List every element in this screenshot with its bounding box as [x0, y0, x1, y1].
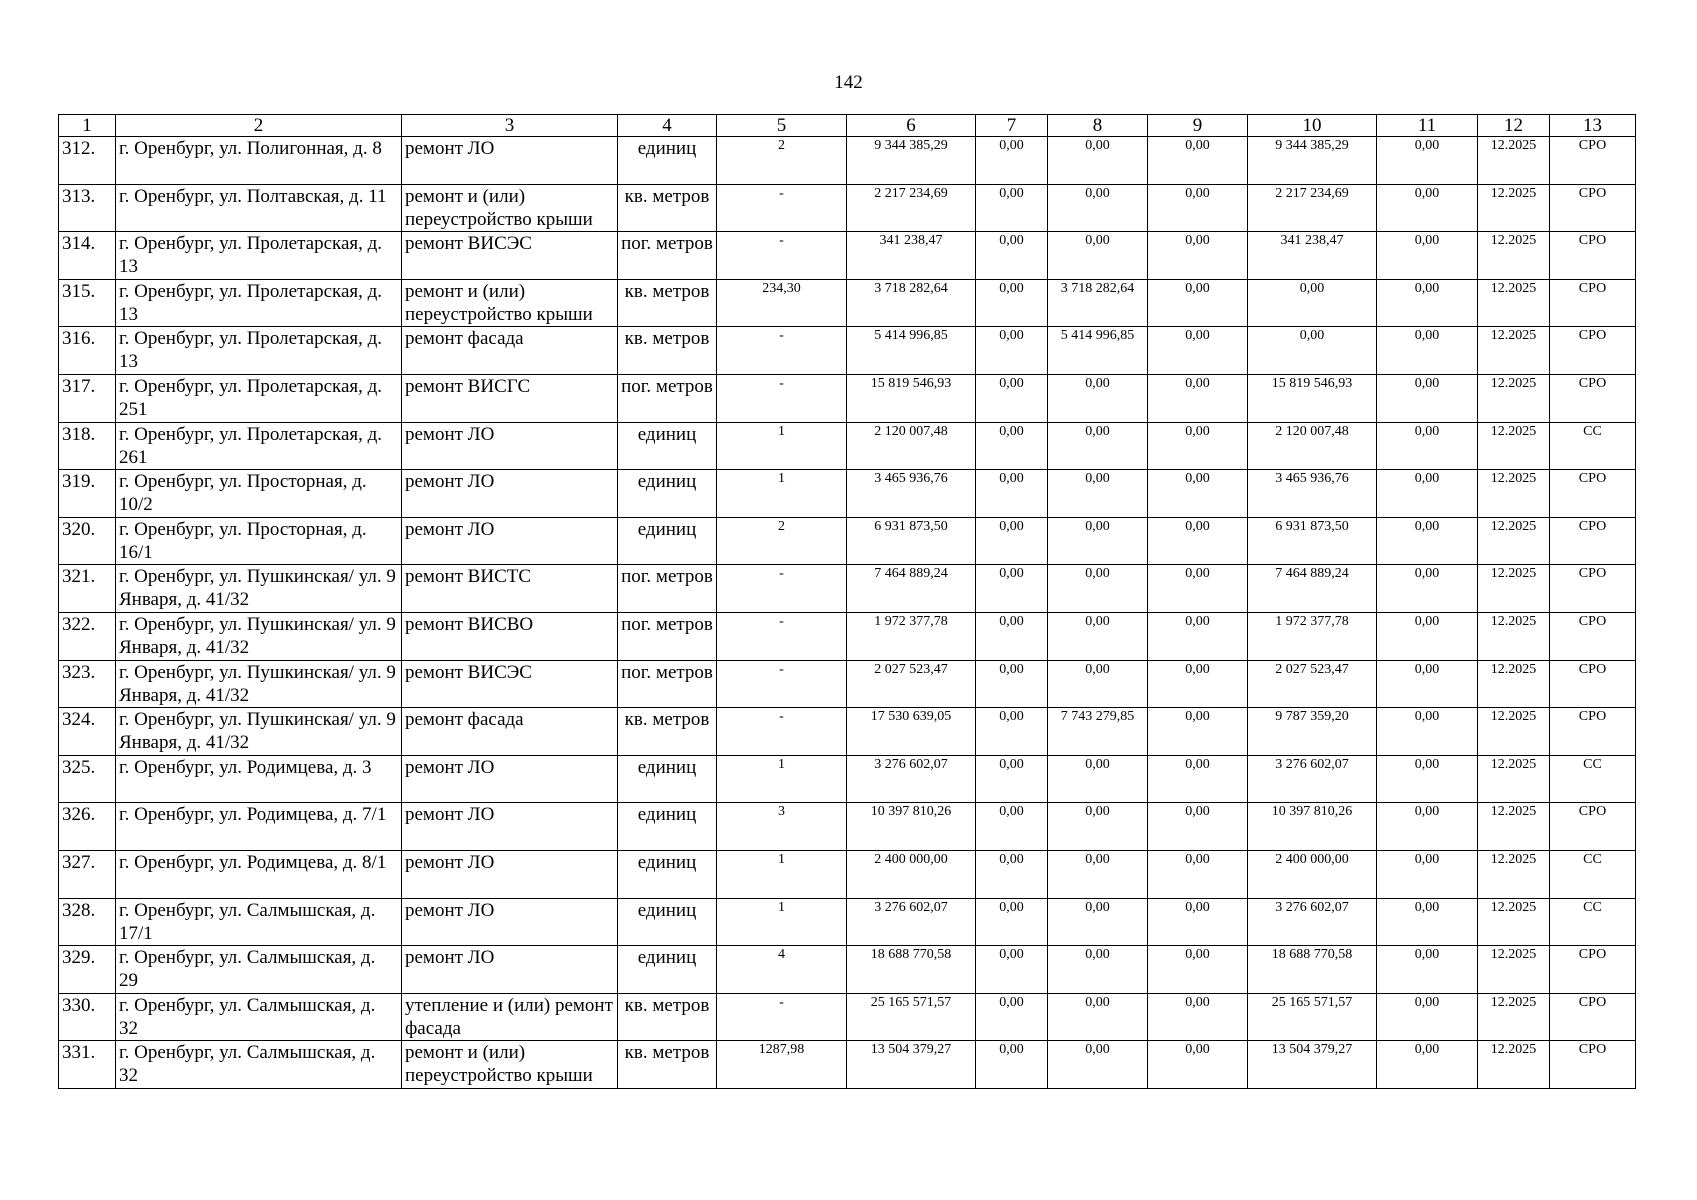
table-row	[59, 517, 1636, 565]
cell-fund-regional: 0,00	[1048, 898, 1148, 946]
cell-quantity: -	[717, 374, 847, 422]
cell-fund-other: 0,00	[1377, 850, 1478, 898]
cell-completion-date: 12.2025	[1478, 137, 1550, 185]
table-row	[59, 993, 1636, 1041]
cell-fund-other: 0,00	[1377, 517, 1478, 565]
cell-fund-federal: 0,00	[976, 708, 1048, 756]
cell-unit: единиц	[618, 755, 717, 803]
cell-fund-owners: 1 972 377,78	[1248, 612, 1377, 660]
cell-fund-method: СРО	[1550, 708, 1636, 756]
cell-work-type: ремонт фасада	[402, 327, 618, 375]
cell-fund-other: 0,00	[1377, 279, 1478, 327]
cell-address: г. Оренбург, ул. Просторная, д. 16/1	[116, 517, 402, 565]
cell-total-cost: 17 530 639,05	[847, 708, 976, 756]
cell-fund-owners: 15 819 546,93	[1248, 374, 1377, 422]
cell-fund-method: СРО	[1550, 137, 1636, 185]
cell-row-number: 324.	[59, 708, 116, 756]
table-row	[59, 803, 1636, 851]
cell-fund-regional: 0,00	[1048, 850, 1148, 898]
table-row	[59, 184, 1636, 232]
cell-fund-method: СРО	[1550, 612, 1636, 660]
column-header-9: 9	[1148, 115, 1248, 137]
cell-unit: пог. метров	[618, 612, 717, 660]
cell-unit: пог. метров	[618, 565, 717, 613]
cell-fund-method: СС	[1550, 755, 1636, 803]
cell-unit: единиц	[618, 422, 717, 470]
cell-completion-date: 12.2025	[1478, 803, 1550, 851]
cell-fund-method: СРО	[1550, 517, 1636, 565]
cell-work-type: ремонт и (или) переустройство крыши	[402, 1041, 618, 1089]
cell-address: г. Оренбург, ул. Салмышская, д. 29	[116, 946, 402, 994]
cell-fund-local: 0,00	[1148, 422, 1248, 470]
cell-fund-local: 0,00	[1148, 755, 1248, 803]
cell-unit: единиц	[618, 946, 717, 994]
cell-quantity: 2	[717, 517, 847, 565]
table-row	[59, 327, 1636, 375]
cell-fund-federal: 0,00	[976, 470, 1048, 518]
cell-fund-regional: 0,00	[1048, 993, 1148, 1041]
cell-fund-federal: 0,00	[976, 137, 1048, 185]
cell-address: г. Оренбург, ул. Пролетарская, д. 13	[116, 279, 402, 327]
cell-quantity: -	[717, 612, 847, 660]
cell-fund-other: 0,00	[1377, 565, 1478, 613]
cell-unit: единиц	[618, 470, 717, 518]
cell-completion-date: 12.2025	[1478, 327, 1550, 375]
cell-fund-method: СРО	[1550, 946, 1636, 994]
table-row	[59, 708, 1636, 756]
cell-fund-regional: 0,00	[1048, 470, 1148, 518]
cell-fund-method: СС	[1550, 422, 1636, 470]
cell-fund-other: 0,00	[1377, 993, 1478, 1041]
cell-fund-federal: 0,00	[976, 184, 1048, 232]
cell-fund-federal: 0,00	[976, 612, 1048, 660]
cell-fund-method: СРО	[1550, 374, 1636, 422]
cell-fund-federal: 0,00	[976, 1041, 1048, 1089]
cell-fund-regional: 5 414 996,85	[1048, 327, 1148, 375]
cell-fund-other: 0,00	[1377, 803, 1478, 851]
cell-fund-federal: 0,00	[976, 565, 1048, 613]
cell-fund-federal: 0,00	[976, 993, 1048, 1041]
cell-fund-regional: 0,00	[1048, 137, 1148, 185]
cell-address: г. Оренбург, ул. Пролетарская, д. 261	[116, 422, 402, 470]
cell-row-number: 326.	[59, 803, 116, 851]
cell-unit: кв. метров	[618, 993, 717, 1041]
cell-row-number: 325.	[59, 755, 116, 803]
column-header-12: 12	[1478, 115, 1550, 137]
cell-total-cost: 7 464 889,24	[847, 565, 976, 613]
cell-fund-regional: 0,00	[1048, 184, 1148, 232]
cell-fund-regional: 0,00	[1048, 1041, 1148, 1089]
cell-fund-federal: 0,00	[976, 374, 1048, 422]
cell-fund-owners: 2 120 007,48	[1248, 422, 1377, 470]
table-row	[59, 850, 1636, 898]
cell-work-type: ремонт ЛО	[402, 422, 618, 470]
cell-fund-owners: 25 165 571,57	[1248, 993, 1377, 1041]
cell-quantity: 2	[717, 137, 847, 185]
cell-total-cost: 18 688 770,58	[847, 946, 976, 994]
cell-fund-regional: 0,00	[1048, 374, 1148, 422]
cell-fund-owners: 13 504 379,27	[1248, 1041, 1377, 1089]
cell-work-type: ремонт ЛО	[402, 517, 618, 565]
cell-fund-method: СРО	[1550, 660, 1636, 708]
cell-fund-local: 0,00	[1148, 374, 1248, 422]
cell-fund-owners: 2 027 523,47	[1248, 660, 1377, 708]
cell-work-type: ремонт ЛО	[402, 755, 618, 803]
cell-fund-owners: 2 217 234,69	[1248, 184, 1377, 232]
cell-unit: единиц	[618, 803, 717, 851]
cell-completion-date: 12.2025	[1478, 184, 1550, 232]
cell-completion-date: 12.2025	[1478, 660, 1550, 708]
cell-work-type: ремонт фасада	[402, 708, 618, 756]
cell-address: г. Оренбург, ул. Родимцева, д. 8/1	[116, 850, 402, 898]
cell-total-cost: 1 972 377,78	[847, 612, 976, 660]
cell-completion-date: 12.2025	[1478, 708, 1550, 756]
cell-fund-federal: 0,00	[976, 850, 1048, 898]
cell-fund-owners: 3 276 602,07	[1248, 898, 1377, 946]
cell-fund-other: 0,00	[1377, 898, 1478, 946]
cell-completion-date: 12.2025	[1478, 1041, 1550, 1089]
cell-unit: кв. метров	[618, 327, 717, 375]
cell-row-number: 327.	[59, 850, 116, 898]
cell-fund-other: 0,00	[1377, 755, 1478, 803]
cell-fund-other: 0,00	[1377, 660, 1478, 708]
cell-row-number: 329.	[59, 946, 116, 994]
cell-unit: кв. метров	[618, 1041, 717, 1089]
cell-unit: кв. метров	[618, 184, 717, 232]
table-row	[59, 422, 1636, 470]
cell-fund-other: 0,00	[1377, 374, 1478, 422]
cell-address: г. Оренбург, ул. Просторная, д. 10/2	[116, 470, 402, 518]
table-row	[59, 232, 1636, 280]
cell-fund-other: 0,00	[1377, 1041, 1478, 1089]
cell-row-number: 320.	[59, 517, 116, 565]
table-body	[59, 137, 1636, 1089]
cell-work-type: ремонт ВИСЭС	[402, 660, 618, 708]
cell-total-cost: 341 238,47	[847, 232, 976, 280]
cell-fund-federal: 0,00	[976, 517, 1048, 565]
cell-fund-local: 0,00	[1148, 946, 1248, 994]
cell-quantity: 234,30	[717, 279, 847, 327]
table-row	[59, 470, 1636, 518]
cell-total-cost: 5 414 996,85	[847, 327, 976, 375]
cell-address: г. Оренбург, ул. Салмышская, д. 17/1	[116, 898, 402, 946]
cell-fund-local: 0,00	[1148, 993, 1248, 1041]
cell-fund-owners: 9 344 385,29	[1248, 137, 1377, 185]
cell-fund-local: 0,00	[1148, 612, 1248, 660]
cell-completion-date: 12.2025	[1478, 993, 1550, 1041]
cell-fund-method: СС	[1550, 898, 1636, 946]
cell-address: г. Оренбург, ул. Пушкинская/ ул. 9 Января, д. 41/32	[116, 660, 402, 708]
cell-fund-local: 0,00	[1148, 898, 1248, 946]
cell-row-number: 315.	[59, 279, 116, 327]
column-header-8: 8	[1048, 115, 1148, 137]
column-header-11: 11	[1377, 115, 1478, 137]
cell-work-type: ремонт ЛО	[402, 137, 618, 185]
cell-work-type: утепление и (или) ремонт фасада	[402, 993, 618, 1041]
cell-address: г. Оренбург, ул. Полтавская, д. 11	[116, 184, 402, 232]
cell-quantity: 1	[717, 898, 847, 946]
cell-total-cost: 2 400 000,00	[847, 850, 976, 898]
cell-row-number: 321.	[59, 565, 116, 613]
cell-work-type: ремонт и (или) переустройство крыши	[402, 279, 618, 327]
cell-completion-date: 12.2025	[1478, 232, 1550, 280]
cell-work-type: ремонт ЛО	[402, 850, 618, 898]
cell-fund-owners: 7 464 889,24	[1248, 565, 1377, 613]
cell-total-cost: 3 276 602,07	[847, 755, 976, 803]
cell-fund-method: СРО	[1550, 279, 1636, 327]
cell-completion-date: 12.2025	[1478, 946, 1550, 994]
column-header-3: 3	[402, 115, 618, 137]
table-row	[59, 898, 1636, 946]
cell-fund-federal: 0,00	[976, 327, 1048, 375]
column-header-4: 4	[618, 115, 717, 137]
column-header-7: 7	[976, 115, 1048, 137]
cell-fund-local: 0,00	[1148, 565, 1248, 613]
cell-address: г. Оренбург, ул. Салмышская, д. 32	[116, 1041, 402, 1089]
cell-fund-federal: 0,00	[976, 946, 1048, 994]
cell-fund-method: СРО	[1550, 327, 1636, 375]
cell-row-number: 322.	[59, 612, 116, 660]
cell-total-cost: 25 165 571,57	[847, 993, 976, 1041]
cell-fund-federal: 0,00	[976, 898, 1048, 946]
cell-work-type: ремонт ЛО	[402, 803, 618, 851]
cell-row-number: 312.	[59, 137, 116, 185]
cell-fund-federal: 0,00	[976, 279, 1048, 327]
cell-total-cost: 2 217 234,69	[847, 184, 976, 232]
cell-fund-other: 0,00	[1377, 946, 1478, 994]
cell-completion-date: 12.2025	[1478, 517, 1550, 565]
cell-quantity: 1	[717, 422, 847, 470]
cell-row-number: 319.	[59, 470, 116, 518]
cell-row-number: 318.	[59, 422, 116, 470]
cell-row-number: 331.	[59, 1041, 116, 1089]
cell-row-number: 323.	[59, 660, 116, 708]
cell-total-cost: 10 397 810,26	[847, 803, 976, 851]
cell-fund-local: 0,00	[1148, 850, 1248, 898]
cell-fund-other: 0,00	[1377, 327, 1478, 375]
cell-fund-method: СРО	[1550, 232, 1636, 280]
cell-completion-date: 12.2025	[1478, 374, 1550, 422]
cell-fund-regional: 0,00	[1048, 232, 1148, 280]
cell-fund-regional: 3 718 282,64	[1048, 279, 1148, 327]
cell-fund-regional: 0,00	[1048, 612, 1148, 660]
cell-quantity: -	[717, 184, 847, 232]
cell-fund-local: 0,00	[1148, 1041, 1248, 1089]
cell-quantity: 1	[717, 470, 847, 518]
cell-work-type: ремонт ВИСВО	[402, 612, 618, 660]
cell-address: г. Оренбург, ул. Пушкинская/ ул. 9 Января, д. 41/32	[116, 612, 402, 660]
cell-fund-local: 0,00	[1148, 184, 1248, 232]
cell-fund-local: 0,00	[1148, 708, 1248, 756]
column-header-13: 13	[1550, 115, 1636, 137]
cell-address: г. Оренбург, ул. Пушкинская/ ул. 9 Января, д. 41/32	[116, 708, 402, 756]
cell-work-type: ремонт ВИСТС	[402, 565, 618, 613]
cell-fund-owners: 6 931 873,50	[1248, 517, 1377, 565]
cell-fund-owners: 3 276 602,07	[1248, 755, 1377, 803]
cell-fund-other: 0,00	[1377, 184, 1478, 232]
cell-fund-federal: 0,00	[976, 755, 1048, 803]
cell-fund-regional: 0,00	[1048, 517, 1148, 565]
table-row	[59, 374, 1636, 422]
cell-fund-owners: 0,00	[1248, 327, 1377, 375]
cell-fund-method: СРО	[1550, 470, 1636, 518]
cell-total-cost: 3 465 936,76	[847, 470, 976, 518]
cell-fund-regional: 0,00	[1048, 946, 1148, 994]
cell-row-number: 314.	[59, 232, 116, 280]
cell-work-type: ремонт ВИСЭС	[402, 232, 618, 280]
cell-quantity: -	[717, 708, 847, 756]
column-header-1: 1	[59, 115, 116, 137]
cell-row-number: 330.	[59, 993, 116, 1041]
cell-unit: пог. метров	[618, 660, 717, 708]
cell-quantity: 1287,98	[717, 1041, 847, 1089]
cell-total-cost: 3 276 602,07	[847, 898, 976, 946]
cell-fund-owners: 0,00	[1248, 279, 1377, 327]
cell-total-cost: 2 027 523,47	[847, 660, 976, 708]
table-row	[59, 137, 1636, 185]
column-header-6: 6	[847, 115, 976, 137]
table-row	[59, 565, 1636, 613]
cell-address: г. Оренбург, ул. Пролетарская, д. 13	[116, 327, 402, 375]
cell-work-type: ремонт ЛО	[402, 898, 618, 946]
cell-fund-method: СС	[1550, 850, 1636, 898]
cell-address: г. Оренбург, ул. Пушкинская/ ул. 9 Января, д. 41/32	[116, 565, 402, 613]
cell-fund-owners: 341 238,47	[1248, 232, 1377, 280]
cell-total-cost: 3 718 282,64	[847, 279, 976, 327]
table-row	[59, 1041, 1636, 1089]
cell-fund-other: 0,00	[1377, 708, 1478, 756]
cell-fund-method: СРО	[1550, 184, 1636, 232]
cell-fund-regional: 7 743 279,85	[1048, 708, 1148, 756]
cell-fund-regional: 0,00	[1048, 660, 1148, 708]
cell-fund-other: 0,00	[1377, 470, 1478, 518]
cell-fund-federal: 0,00	[976, 232, 1048, 280]
cell-fund-owners: 2 400 000,00	[1248, 850, 1377, 898]
cell-unit: пог. метров	[618, 232, 717, 280]
cell-total-cost: 2 120 007,48	[847, 422, 976, 470]
cell-fund-regional: 0,00	[1048, 755, 1148, 803]
header-row	[59, 115, 1636, 137]
page-number: 142	[834, 72, 863, 93]
cell-completion-date: 12.2025	[1478, 850, 1550, 898]
cell-unit: кв. метров	[618, 279, 717, 327]
cell-quantity: -	[717, 660, 847, 708]
cell-fund-regional: 0,00	[1048, 565, 1148, 613]
cell-address: г. Оренбург, ул. Полигонная, д. 8	[116, 137, 402, 185]
cell-fund-local: 0,00	[1148, 279, 1248, 327]
cell-unit: кв. метров	[618, 708, 717, 756]
cell-completion-date: 12.2025	[1478, 422, 1550, 470]
cell-address: г. Оренбург, ул. Пролетарская, д. 13	[116, 232, 402, 280]
cell-fund-other: 0,00	[1377, 232, 1478, 280]
cell-quantity: 3	[717, 803, 847, 851]
cell-row-number: 328.	[59, 898, 116, 946]
cell-row-number: 317.	[59, 374, 116, 422]
cell-row-number: 316.	[59, 327, 116, 375]
cell-fund-method: СРО	[1550, 1041, 1636, 1089]
table-row	[59, 946, 1636, 994]
cell-address: г. Оренбург, ул. Родимцева, д. 3	[116, 755, 402, 803]
cell-address: г. Оренбург, ул. Салмышская, д. 32	[116, 993, 402, 1041]
cell-unit: единиц	[618, 850, 717, 898]
cell-quantity: 1	[717, 850, 847, 898]
cell-unit: единиц	[618, 517, 717, 565]
cell-fund-local: 0,00	[1148, 232, 1248, 280]
cell-fund-owners: 18 688 770,58	[1248, 946, 1377, 994]
cell-fund-regional: 0,00	[1048, 422, 1148, 470]
table-row	[59, 279, 1636, 327]
cell-total-cost: 9 344 385,29	[847, 137, 976, 185]
cell-fund-owners: 9 787 359,20	[1248, 708, 1377, 756]
cell-fund-local: 0,00	[1148, 327, 1248, 375]
column-header-10: 10	[1248, 115, 1377, 137]
cell-fund-method: СРО	[1550, 565, 1636, 613]
cell-completion-date: 12.2025	[1478, 470, 1550, 518]
cell-quantity: -	[717, 232, 847, 280]
cell-unit: единиц	[618, 898, 717, 946]
cell-completion-date: 12.2025	[1478, 755, 1550, 803]
cell-work-type: ремонт ЛО	[402, 470, 618, 518]
table-row	[59, 755, 1636, 803]
cell-fund-method: СРО	[1550, 803, 1636, 851]
cell-unit: пог. метров	[618, 374, 717, 422]
cell-quantity: -	[717, 993, 847, 1041]
works-table	[58, 114, 1636, 1089]
cell-row-number: 313.	[59, 184, 116, 232]
cell-fund-owners: 10 397 810,26	[1248, 803, 1377, 851]
cell-fund-federal: 0,00	[976, 422, 1048, 470]
cell-fund-other: 0,00	[1377, 137, 1478, 185]
cell-completion-date: 12.2025	[1478, 565, 1550, 613]
cell-fund-regional: 0,00	[1048, 803, 1148, 851]
cell-completion-date: 12.2025	[1478, 279, 1550, 327]
cell-address: г. Оренбург, ул. Родимцева, д. 7/1	[116, 803, 402, 851]
cell-quantity: 4	[717, 946, 847, 994]
cell-total-cost: 15 819 546,93	[847, 374, 976, 422]
cell-fund-local: 0,00	[1148, 470, 1248, 518]
cell-fund-owners: 3 465 936,76	[1248, 470, 1377, 518]
cell-completion-date: 12.2025	[1478, 898, 1550, 946]
cell-quantity: -	[717, 327, 847, 375]
cell-work-type: ремонт и (или) переустройство крыши	[402, 184, 618, 232]
cell-fund-local: 0,00	[1148, 660, 1248, 708]
cell-total-cost: 6 931 873,50	[847, 517, 976, 565]
cell-completion-date: 12.2025	[1478, 612, 1550, 660]
column-header-2: 2	[116, 115, 402, 137]
cell-fund-local: 0,00	[1148, 803, 1248, 851]
cell-fund-other: 0,00	[1377, 612, 1478, 660]
cell-fund-local: 0,00	[1148, 517, 1248, 565]
table-row	[59, 612, 1636, 660]
cell-address: г. Оренбург, ул. Пролетарская, д. 251	[116, 374, 402, 422]
table-header	[59, 115, 1636, 137]
cell-fund-local: 0,00	[1148, 137, 1248, 185]
cell-unit: единиц	[618, 137, 717, 185]
cell-fund-federal: 0,00	[976, 803, 1048, 851]
column-header-5: 5	[717, 115, 847, 137]
cell-quantity: 1	[717, 755, 847, 803]
cell-fund-method: СРО	[1550, 993, 1636, 1041]
cell-total-cost: 13 504 379,27	[847, 1041, 976, 1089]
cell-fund-federal: 0,00	[976, 660, 1048, 708]
cell-quantity: -	[717, 565, 847, 613]
cell-work-type: ремонт ВИСГС	[402, 374, 618, 422]
table-row	[59, 660, 1636, 708]
cell-work-type: ремонт ЛО	[402, 946, 618, 994]
cell-fund-other: 0,00	[1377, 422, 1478, 470]
